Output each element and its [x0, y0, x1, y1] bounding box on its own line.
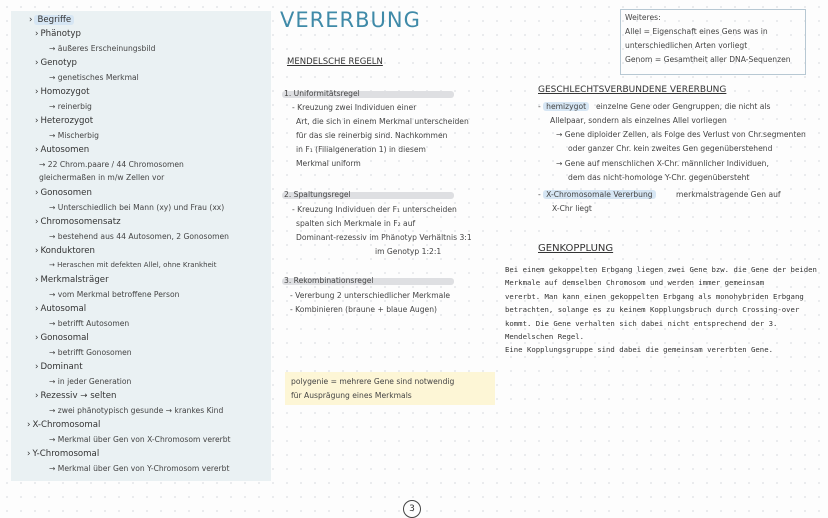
- geschlecht-line: → Gene auf menschlichen X-Chr. männlicher Individuen,: [556, 159, 769, 168]
- glossary-definition: → Heraschen mit defekten Allel, ohne Krankheit: [49, 261, 217, 269]
- xchrom-term: - X-Chromosomale Vererbung: [538, 190, 656, 199]
- glossary-term: › Homozygot: [35, 87, 89, 97]
- glossary-term: › Heterozygot: [35, 116, 93, 126]
- rule1-line: Merkmal uniform: [296, 159, 361, 168]
- glossary-definition: → vom Merkmal betroffene Person: [49, 290, 179, 299]
- geschlecht-line: oder ganzer Chr. kein zweites Gen gegenüberstehend: [568, 144, 773, 153]
- glossary-term: › Autosomal: [35, 304, 86, 314]
- notes-line: Genom = Gesamtheit aller DNA-Sequenzen: [625, 55, 791, 64]
- xchrom-line: X-Chr liegt: [552, 204, 592, 213]
- rule3-heading: 3. Rekombinationsregel: [284, 276, 374, 285]
- glossary-term: › Autosomen: [35, 145, 89, 155]
- additional-notes-box: [620, 9, 806, 75]
- polygenie-line: polygenie = mehrere Gene sind notwendig: [291, 377, 455, 386]
- glossary-definition: → 22 Chrom.paare / 44 Chromosomen: [39, 160, 184, 169]
- glossary-term: › Rezessiv → selten: [35, 391, 116, 401]
- rule2-line: - Kreuzung Individuen der F₁ unterscheiden: [292, 205, 457, 214]
- geschlecht-heading: GESCHLECHTSVERBUNDENE VERERBUNG: [538, 85, 727, 95]
- glossary-term: › Genotyp: [35, 58, 77, 68]
- rule2-heading: 2. Spaltungsregel: [284, 190, 351, 199]
- notes-line: Weiteres:: [625, 13, 661, 22]
- page-title: VERERBUNG: [280, 8, 421, 32]
- glossary-definition: → zwei phänotypisch gesunde → krankes Kind: [49, 406, 223, 415]
- rule1-line: in F₁ (Filialgeneration 1) in diesem: [296, 145, 426, 154]
- glossary-term: › Chromosomensatz: [35, 217, 121, 227]
- glossary-definition: → reinerbig: [49, 102, 92, 111]
- genkopplung-line: Bei einem gekoppelten Erbgang liegen zwei Gene bzw. die Gene der beiden: [505, 265, 817, 274]
- notes-line: Allel = Eigenschaft eines Gens was in: [625, 27, 768, 36]
- glossary-panel: [11, 11, 271, 481]
- notes-line: unterschiedlichen Arten vorliegt: [625, 41, 748, 50]
- rule2-line: spalten sich Merkmale in F₂ auf: [296, 219, 416, 228]
- glossary-definition: → bestehend aus 44 Autosomen, 2 Gonosomen: [49, 232, 229, 241]
- genkopplung-line: vererbt. Man kann einen gekoppelten Erbgang als monohybriden Erbgang: [505, 291, 804, 301]
- geschlecht-line: einzelne Gene oder Gengruppen, die nicht als: [596, 102, 771, 111]
- glossary-term: › Merkmalsträger: [35, 275, 109, 285]
- rule1-line: - Kreuzung zwei Individuen einer: [292, 103, 417, 112]
- glossary-definition: → Merkmal über Gen von Y-Chromosom vererbt: [49, 464, 229, 473]
- geschlecht-line: dem das nicht-homologe Y-Chr. gegenübersteht: [568, 173, 750, 182]
- rule2-line: Dominant-rezessiv im Phänotyp Verhältnis 3:1: [296, 233, 472, 242]
- page-number: 3: [403, 500, 421, 518]
- xchrom-line: merkmalstragende Gen auf: [676, 190, 781, 199]
- glossary-definition: → betrifft Autosomen: [49, 319, 129, 328]
- polygenie-line: für Ausprägung eines Merkmals: [291, 391, 412, 400]
- glossary-definition: gleichermaßen in m/w Zellen vor: [39, 173, 165, 182]
- genkopplung-line: kommt. Die Gene verhalten sich dabei nicht entsprechend der 3.: [505, 318, 778, 328]
- genkopplung-line: Merkmale auf demselben Chromosom und werden immer gemeinsam: [505, 278, 765, 288]
- glossary-term: › Gonosomal: [35, 333, 89, 343]
- rule1-line: für das sie reinerbig sind. Nachkommen: [296, 131, 448, 140]
- glossary-definition: → äußeres Erscheinungsbild: [49, 44, 155, 53]
- polygenie-note: [285, 372, 495, 405]
- glossary-term: › Phänotyp: [35, 29, 81, 39]
- glossary-term: › Dominant: [35, 362, 83, 372]
- geschlecht-line: → Gene diploider Zellen, als Folge des Verlust von Chr.segmenten: [556, 130, 806, 139]
- rule3-line: - Vererbung 2 unterschiedlicher Merkmale: [290, 291, 451, 300]
- glossary-definition: → Unterschiedlich bei Mann (xy) und Frau (xx): [49, 203, 224, 212]
- glossary-term: › Gonosomen: [35, 188, 92, 198]
- glossary-definition: → genetisches Merkmal: [49, 73, 139, 82]
- genkopplung-line: betrachten, solange es zu keinem Kopplungsbruch durch Crossing-over: [505, 305, 800, 315]
- rule3-line: - Kombinieren (braune + blaue Augen): [290, 305, 437, 314]
- rule2-line: im Genotyp 1:2:1: [375, 247, 442, 256]
- hemizygot-term: - hemizygot: [538, 102, 589, 111]
- glossary-definition: → betrifft Gonosomen: [49, 348, 132, 357]
- glossary-term: › Konduktoren: [35, 246, 95, 256]
- glossary-term: › Y-Chromosomal: [27, 449, 99, 459]
- genkopplung-line: Eine Kopplungsgruppe sind dabei die gemeinsam vererbten Gene.: [505, 345, 773, 355]
- glossary-definition: → in jeder Generation: [49, 377, 131, 386]
- rule1-line: Art, die sich in einem Merkmal unterscheiden: [296, 117, 469, 126]
- rule1-heading: 1. Uniformitätsregel: [284, 89, 360, 98]
- glossary-definition: → Merkmal über Gen von X-Chromosom vererbt: [49, 435, 231, 444]
- geschlecht-line: Allelpaar, sondern als einzelnes Allel vorliegen: [550, 116, 727, 125]
- glossary-term: › X-Chromosomal: [27, 420, 100, 430]
- glossary-heading: › Begriffe: [29, 15, 74, 25]
- genkopplung-line: Mendelschen Regel.: [505, 332, 585, 342]
- mendel-heading: MENDELSCHE REGELN: [287, 57, 383, 67]
- glossary-definition: → Mischerbig: [49, 131, 99, 140]
- genkopplung-text: [505, 263, 817, 357]
- genkopplung-heading: GENKOPPLUNG: [538, 243, 614, 254]
